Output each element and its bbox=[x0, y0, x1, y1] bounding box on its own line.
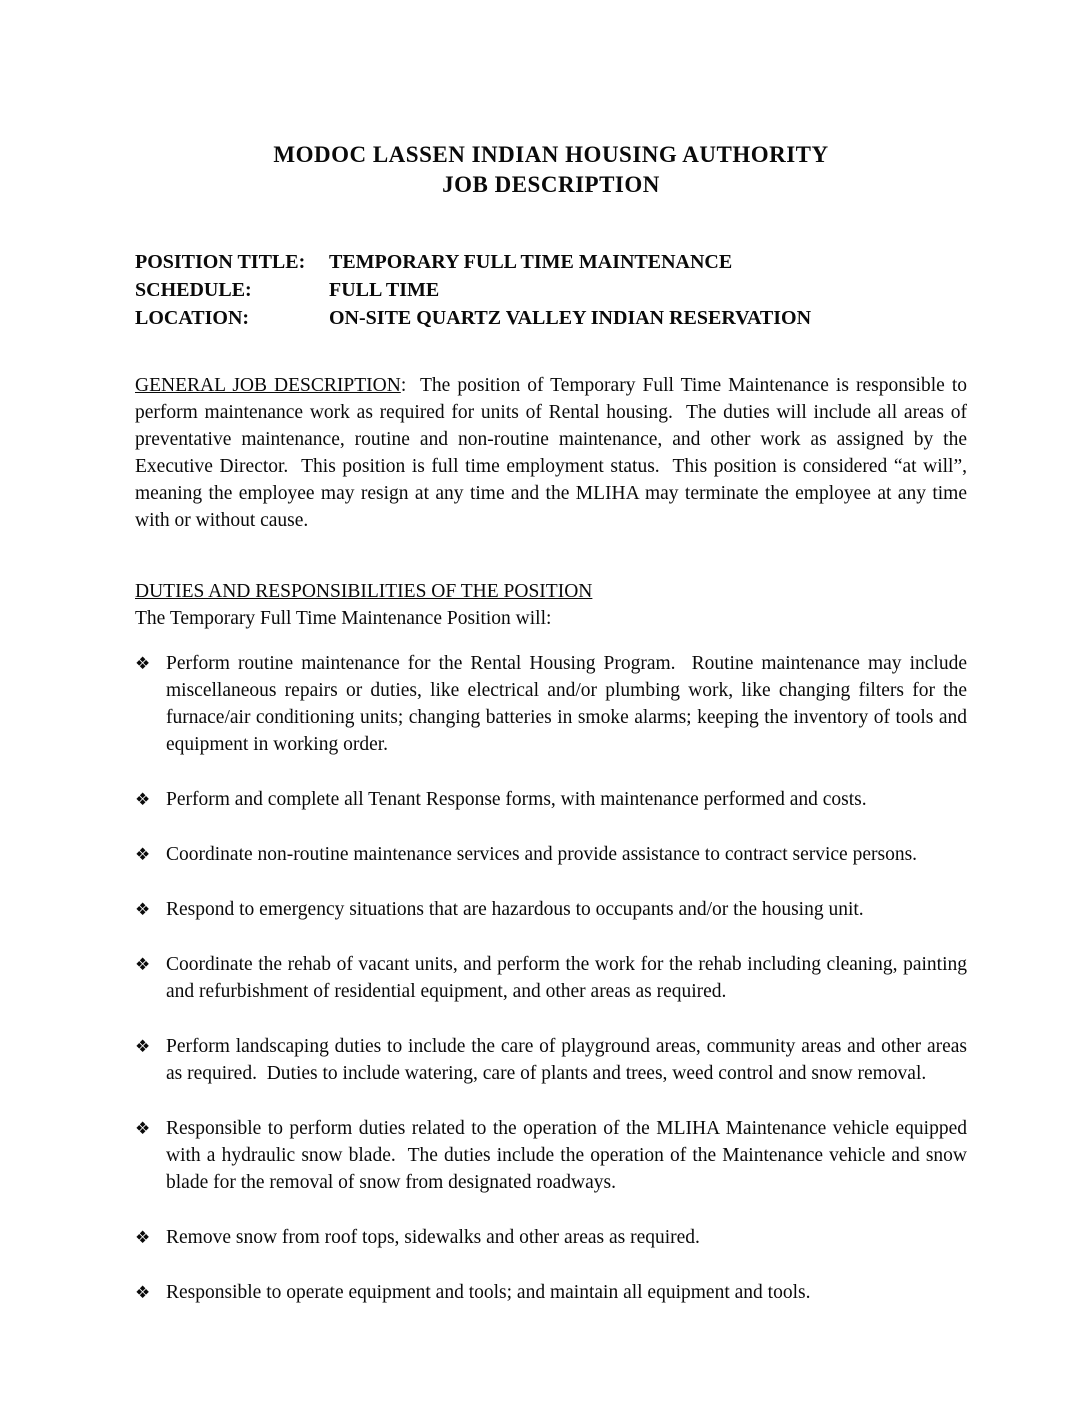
duties-heading: DUTIES AND RESPONSIBILITIES OF THE POSITION bbox=[135, 581, 593, 602]
duty-text: Perform routine maintenance for the Rental Housing Program. Routine maintenance may include miscellaneous repairs or duties, like electrical and/or plumbing work, like changing filters for the furnace/air conditioning units; changing batteries in smoke alarms; keeping the inventory of tools and equipment in working order. bbox=[166, 653, 972, 755]
position-title-value: TEMPORARY FULL TIME MAINTENANCE bbox=[329, 251, 733, 273]
document-title bbox=[135, 140, 967, 200]
location-value: ON-SITE QUARTZ VALLEY INDIAN RESERVATION bbox=[329, 307, 812, 329]
general-job-description-heading: GENERAL JOB DESCRIPTION bbox=[135, 375, 401, 396]
list-item bbox=[135, 951, 972, 1005]
list-item bbox=[135, 896, 967, 923]
location-row bbox=[135, 304, 967, 332]
duty-text: Perform landscaping duties to include the care of playground areas, community areas and other areas as required. Duties to include watering, care of plants and trees, weed control and snow removal. bbox=[166, 1036, 972, 1084]
general-job-description-section bbox=[135, 372, 972, 534]
document-title-line2: JOB DESCRIPTION bbox=[442, 172, 660, 197]
diamond-bullet-icon: ❖ bbox=[135, 845, 151, 864]
duty-text: Coordinate the rehab of vacant units, and perform the work for the rehab including cleaning, painting and refurbishment of residential equipment, and other areas as required. bbox=[166, 954, 972, 1002]
document-title-line1: MODOC LASSEN INDIAN HOUSING AUTHORITY bbox=[273, 142, 829, 167]
diamond-bullet-icon: ❖ bbox=[135, 1119, 151, 1138]
schedule-label: SCHEDULE: bbox=[135, 279, 252, 301]
duty-text: Respond to emergency situations that are hazardous to occupants and/or the housing unit. bbox=[166, 899, 864, 920]
diamond-bullet-icon: ❖ bbox=[135, 955, 151, 974]
list-item bbox=[135, 841, 967, 868]
diamond-bullet-icon: ❖ bbox=[135, 900, 151, 919]
general-job-description-colon: : bbox=[400, 375, 420, 396]
duty-text: Perform and complete all Tenant Response forms, with maintenance performed and costs. bbox=[166, 789, 867, 810]
schedule-row bbox=[135, 276, 967, 304]
general-job-description-paragraph bbox=[135, 372, 972, 534]
schedule-value: FULL TIME bbox=[329, 279, 440, 301]
duty-text: Remove snow from roof tops, sidewalks and other areas as required. bbox=[166, 1227, 700, 1248]
location-label: LOCATION: bbox=[135, 307, 250, 329]
duties-section bbox=[135, 578, 972, 1306]
duty-text: Responsible to operate equipment and tools; and maintain all equipment and tools. bbox=[166, 1282, 811, 1303]
list-item bbox=[135, 650, 972, 758]
list-item bbox=[135, 1279, 967, 1306]
general-job-description-body: The position of Temporary Full Time Maintenance is responsible to perform maintenance work as required for units of Rental housing. The duties will include all areas of preventative maintenance, routine and non-routine maintenance, and other work as assigned by the Executive Director. This position is full time employment status. This position is considered “at will”, meaning the employee may resign at any time and the MLIHA may terminate the employee at any time with or without cause. bbox=[135, 375, 972, 531]
duties-intro: The Temporary Full Time Maintenance Position will: bbox=[135, 608, 552, 629]
list-item bbox=[135, 1224, 967, 1251]
duties-list bbox=[135, 650, 972, 1306]
duty-text: Responsible to perform duties related to the operation of the MLIHA Maintenance vehicle equipped with a hydraulic snow blade. The duties include the operation of the Maintenance vehicle and snow blade for the removal of snow from designated roadways. bbox=[166, 1118, 972, 1193]
diamond-bullet-icon: ❖ bbox=[135, 1228, 151, 1247]
diamond-bullet-icon: ❖ bbox=[135, 654, 151, 673]
diamond-bullet-icon: ❖ bbox=[135, 790, 151, 809]
diamond-bullet-icon: ❖ bbox=[135, 1037, 151, 1056]
list-item bbox=[135, 1115, 972, 1196]
list-item bbox=[135, 786, 967, 813]
position-title-row bbox=[135, 248, 967, 276]
list-item bbox=[135, 1033, 972, 1087]
diamond-bullet-icon: ❖ bbox=[135, 1283, 151, 1302]
position-info-block bbox=[135, 248, 967, 332]
duty-text: Coordinate non-routine maintenance services and provide assistance to contract service persons. bbox=[166, 844, 918, 865]
position-title-label: POSITION TITLE: bbox=[135, 251, 306, 273]
